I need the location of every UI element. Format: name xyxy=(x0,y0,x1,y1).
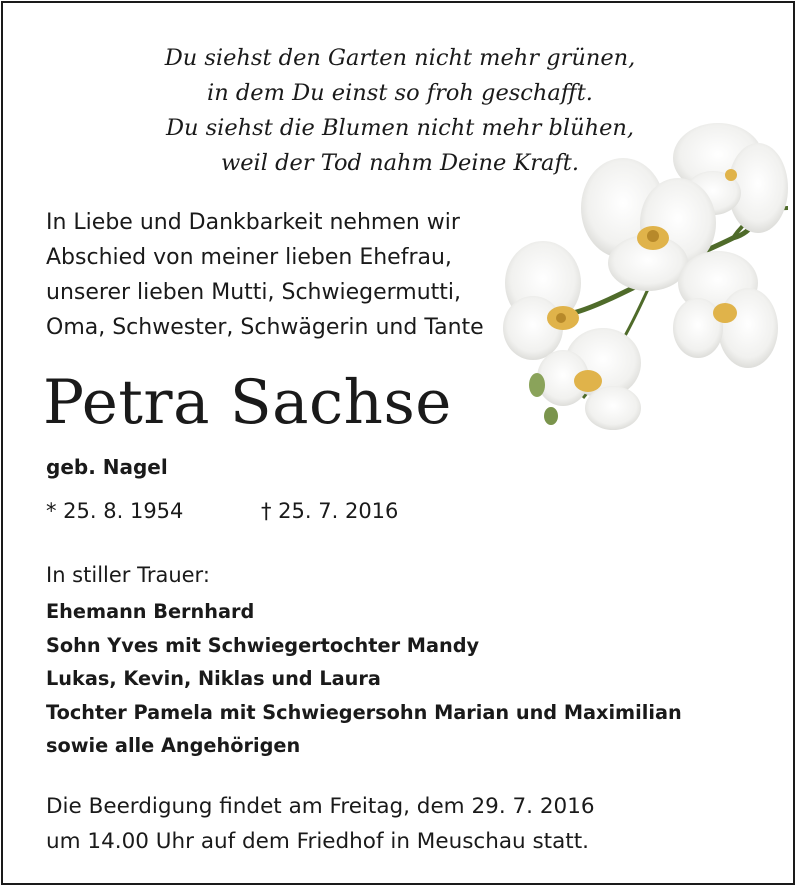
mourners-list xyxy=(46,595,682,763)
mourner-line: Ehemann Bernhard xyxy=(46,600,255,623)
birth-date: * 25. 8. 1954 xyxy=(46,499,184,523)
poem-line: Du siehst die Blumen nicht mehr blühen, xyxy=(165,115,635,141)
intro-line: In Liebe und Dankbarkeit nehmen wir xyxy=(46,210,460,235)
funeral-line: Die Beerdigung findet am Freitag, dem 29. 7. 2016 xyxy=(46,794,595,819)
mourner-line: Tochter Pamela mit Schwiegersohn Marian und Maximilian xyxy=(46,700,682,724)
funeral-info xyxy=(46,789,595,859)
obituary-notice xyxy=(1,1,795,885)
poem xyxy=(3,41,795,181)
intro-line: Abschied von meiner lieben Ehefrau, xyxy=(46,245,452,270)
intro-line: Oma, Schwester, Schwägerin und Tante xyxy=(46,315,484,340)
funeral-line: um 14.00 Uhr auf dem Friedhof in Meuschau statt. xyxy=(46,829,589,854)
mourner-line: Sohn Yves mit Schwiegertochter Mandy xyxy=(46,633,480,657)
birth-name: geb. Nagel xyxy=(46,455,168,479)
intro-text xyxy=(46,205,484,345)
deceased-name: Petra Sachse xyxy=(43,367,452,438)
poem-line: Du siehst den Garten nicht mehr grünen, xyxy=(164,45,636,71)
poem-line: weil der Tod nahm Deine Kraft. xyxy=(220,150,579,176)
mourner-line: Lukas, Kevin, Niklas und Laura xyxy=(46,667,381,690)
life-dates xyxy=(46,499,399,523)
mourners-label: In stiller Trauer: xyxy=(46,563,210,587)
mourner-line: sowie alle Angehörigen xyxy=(46,734,301,757)
poem-line: in dem Du einst so froh geschafft. xyxy=(207,80,593,106)
intro-line: unserer lieben Mutti, Schwiegermutti, xyxy=(46,280,462,305)
death-date: † 25. 7. 2016 xyxy=(261,499,399,523)
